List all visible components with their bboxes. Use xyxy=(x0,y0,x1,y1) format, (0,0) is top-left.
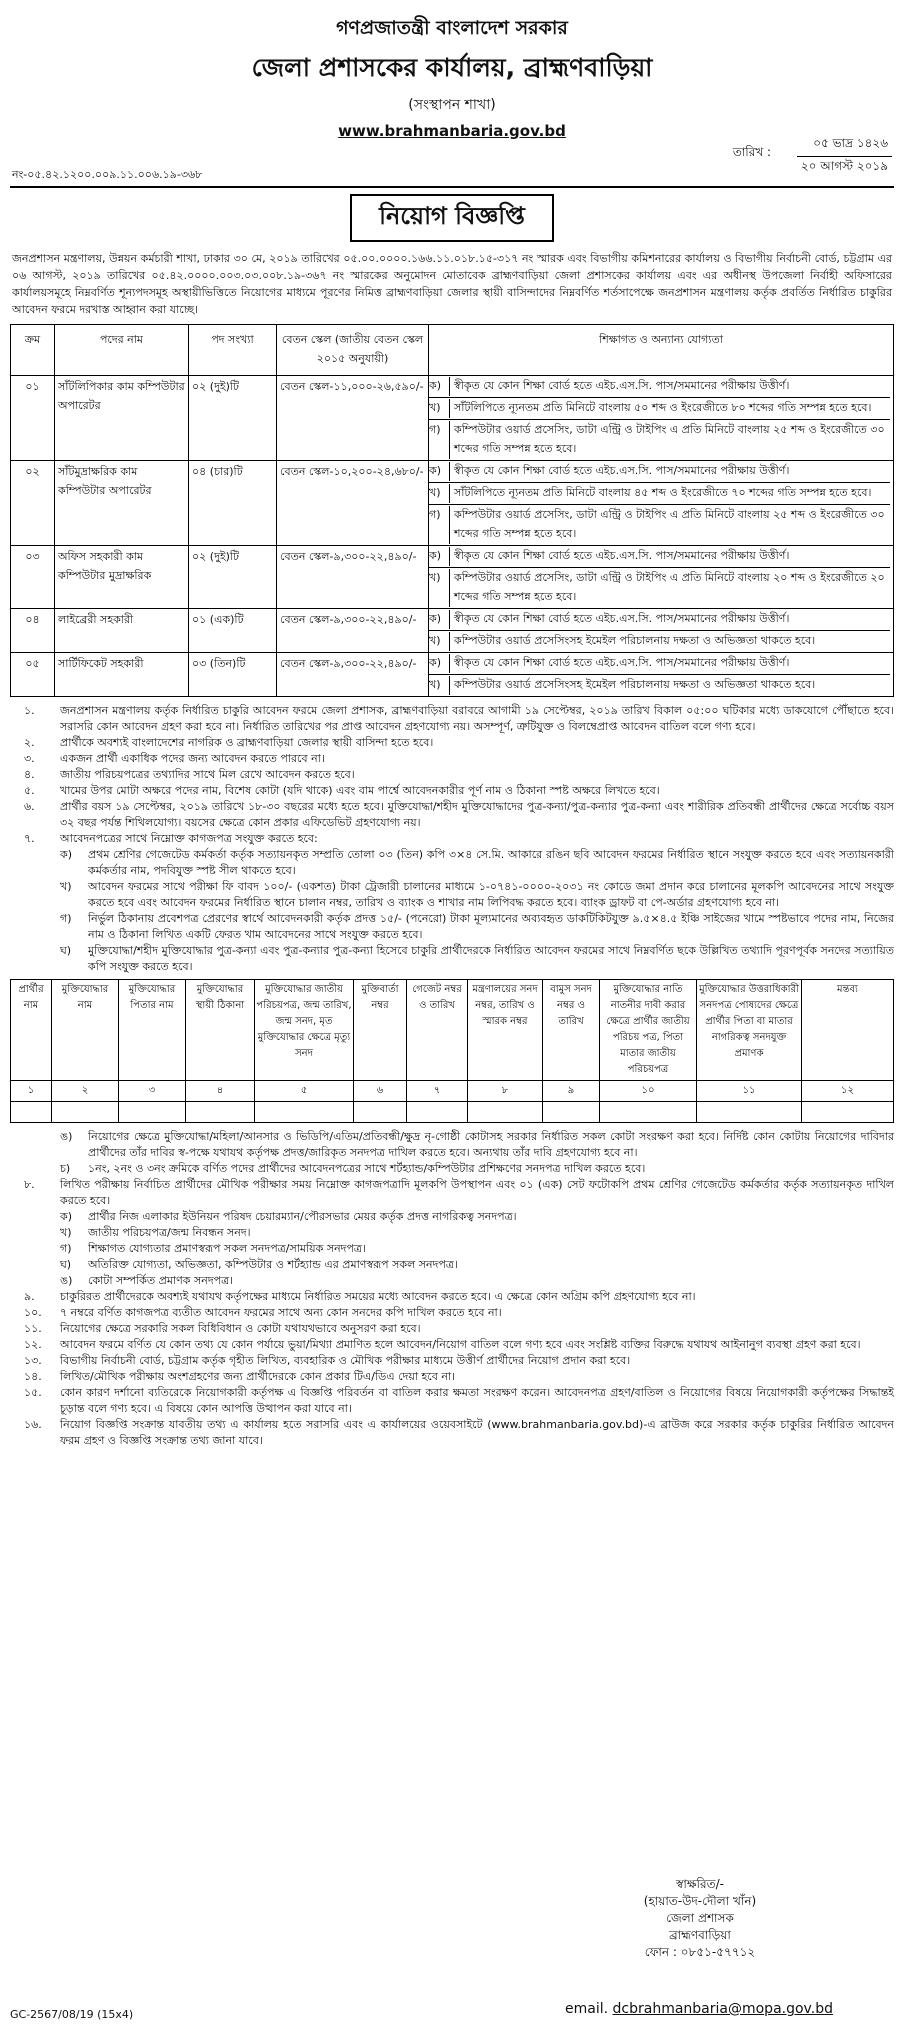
qualification-item xyxy=(429,568,890,608)
condition-text: প্রার্থীকে অবশ্যই বাংলাদেশের নাগরিক ও ব্রাহ্মণবাড়িয়া জেলার স্থায়ী বাসিন্দা হতে হবে। xyxy=(60,736,434,749)
post-count: ০১ (এক)টি xyxy=(189,609,277,653)
condition-item xyxy=(10,751,894,767)
ff-blank-cell xyxy=(407,1102,468,1123)
ff-col-number: ৩ xyxy=(119,1081,186,1102)
col-qualification: শিক্ষাগত ও অন্যান্য যোগ্যতা xyxy=(429,325,894,376)
condition-item xyxy=(10,1177,894,1209)
condition-item xyxy=(10,703,894,735)
ff-blank-cell xyxy=(697,1102,802,1123)
condition-text: একজন প্রার্থী একাধিক পদের জন্য আবেদন করতে পারবে না। xyxy=(60,752,325,765)
condition-item xyxy=(10,1337,894,1353)
ff-col-header: মুক্তিযোদ্ধার স্থায়ী ঠিকানা xyxy=(186,980,255,1081)
ff-col-header: মন্তব্য xyxy=(802,980,894,1081)
condition-number: ১০. xyxy=(24,1306,42,1319)
signatory-district: ব্রাহ্মণবাড়িয়া xyxy=(669,1928,731,1942)
sub-condition-text: শিক্ষাগত যোগ্যতার প্রমাণস্বরূপ সকল সনদপত্র/সাময়িক সনদপত্র। xyxy=(88,1242,366,1255)
ff-blank-cell xyxy=(186,1102,255,1123)
qualification-label: ক) xyxy=(429,547,450,566)
sub-condition-item xyxy=(60,1273,894,1289)
condition-number: ১৬. xyxy=(24,1418,42,1431)
ff-col-header: গেজেট নম্বর ও তারিখ xyxy=(407,980,468,1081)
qualification-text: স্বীকৃত যে কোন শিক্ষা বোর্ড হতে এইচ.এস.সি. পাস/সমমানের পরীক্ষায় উত্তীর্ণ। xyxy=(454,612,790,625)
post-count: ০২ (দুই)টি xyxy=(189,376,277,461)
condition-item xyxy=(10,1321,894,1337)
condition-number: ৮. xyxy=(24,1178,35,1191)
condition-text: নিয়োগের ক্ষেত্রে সরকারি সকল বিধিবিধান ও কোটা যথাযথভাবে অনুসরণ করা হবে। xyxy=(60,1322,421,1335)
condition-text: নিয়োগ বিজ্ঞপ্তি সংক্রান্ত যাবতীয় তথ্য এ কার্যালয় হতে সরাসরি এবং এ কার্যালয়ের ওয়েবসাইটে (www.brahmanbaria.gov.bd)-এ ব্রাউজ করে সরকার কর্তৃক চাকুরির নির্ধারিত আবেদন ফরম গ্রহণ ও বিজ্ঞপ্তি সংক্রান্ত তথ্য জানা যাবে। xyxy=(60,1418,894,1447)
qualification-text: কম্পিউটার ওয়ার্ড প্রসেসিং, ডাটা এন্ট্রি ও টাইপিং এ প্রতি মিনিটে বাংলায় ২৫ শব্দ ও ইংরেজীতে ৩০ শব্দের গতি সম্পন্ন হতে হবে। xyxy=(454,508,885,540)
sub-condition-item xyxy=(60,1225,894,1241)
date-label: তারিখ : xyxy=(732,145,772,159)
qualification-label: খ) xyxy=(429,569,450,607)
condition-item xyxy=(10,831,894,847)
sub-condition-text: অতিরিক্ত যোগ্যতা, অভিজ্ঞতা, কম্পিউটার ও শর্টহ্যান্ড এর প্রমাণস্বরূপ সকল সনদপত্র। xyxy=(88,1258,458,1271)
condition-item xyxy=(10,1289,894,1305)
branch-name: (সংস্থাপন শাখা) xyxy=(408,97,496,113)
sub-condition-item xyxy=(60,879,894,911)
ff-col-number: ১১ xyxy=(697,1081,802,1102)
condition-item xyxy=(10,1417,894,1449)
condition-text: খামের উপর মোটা অক্ষরে পদের নাম, বিশেষ কোটা (যদি থাকে) এবং বাম পার্শ্বে আবেদনকারীর পূর্ণ নাম ও ঠিকানা স্পষ্ট অক্ষরে লিখতে হবে। xyxy=(60,784,660,797)
post-pay-scale: বেতন স্কেল-৯,৩০০-২২,৪৯০/- xyxy=(277,653,429,697)
conditions-list xyxy=(10,703,894,1449)
qualification-label: ক) xyxy=(429,462,450,481)
ff-blank-cell xyxy=(468,1102,543,1123)
condition-number: ১৩. xyxy=(24,1354,42,1367)
sub-condition-label: ক) xyxy=(60,1210,72,1223)
ff-col-number: ১২ xyxy=(802,1081,894,1102)
ff-col-number: ৬ xyxy=(354,1081,407,1102)
sub-condition-item xyxy=(60,911,894,943)
post-pay-scale: বেতন স্কেল-১১,০০০-২৬,৫৯০/- xyxy=(277,376,429,461)
condition-item xyxy=(10,735,894,751)
col-post-count: পদ সংখ্যা xyxy=(189,325,277,376)
sub-condition-label: খ) xyxy=(60,1226,72,1239)
sub-condition-label: ঘ) xyxy=(60,1258,72,1271)
condition-text: আবেদনপত্রের সাথে নিম্নোক্ত কাগজপত্র সংযুক্ত করতে হবে: xyxy=(60,832,318,845)
ff-blank-cell xyxy=(802,1102,894,1123)
condition-text: বিভাগীয় নির্বাচনী বোর্ড, চট্টগ্রাম কর্তৃক গৃহীত লিখিত, ব্যবহারিক ও মৌখিক পরীক্ষার মাধ্যমে উত্তীর্ণ প্রার্থীদের নিয়োগ প্রদান করা হবে। xyxy=(60,1354,631,1367)
post-row xyxy=(11,546,894,609)
signed-mark: স্বাক্ষরিত/- xyxy=(676,1877,724,1891)
qualification-text: স্বীকৃত যে কোন শিক্ষা বোর্ড হতে এইচ.এস.সি. পাস/সমমানের পরীক্ষায় উত্তীর্ণ। xyxy=(454,379,790,392)
sub-condition-label: ক) xyxy=(60,848,72,861)
signatory-designation: জেলা প্রশাসক xyxy=(666,1911,734,1925)
condition-text: প্রার্থীর বয়স ১৯ সেপ্টেম্বর, ২০১৯ তারিখে ১৮-৩০ বছরের মধ্যে হতে হবে। মুক্তিযোদ্ধা/শহীদ মুক্তিযোদ্ধাদের পুত্র-কন্যা/পুত্র-কন্যার পুত্র-কন্যা এবং শারীরিক প্রতিবন্ধী প্রার্থীদের ক্ষেত্রে সর্বোচ্চ বয়স ৩২ বছর পর্যন্ত শিথিলযোগ্য। বয়সের ক্ষেত্রে কোন প্রকার এফিডেভিট গ্রহণযোগ্য নয়। xyxy=(60,800,894,829)
sub-condition-text: প্রথম শ্রেণির গেজেটেড কর্মকর্তা কর্তৃক সত্যায়নকৃত সম্প্রতি তোলা ০৩ (তিন) কপি ৩×৪ সে.মি. আকারে রঙিন ছবি আবেদন ফরমের নির্ধারিত স্থানে সংযুক্ত করতে হবে এবং সত্যায়নকারী কর্মকর্তার নাম, পদবিযুক্ত স্পষ্ট সীল থাকতে হবে। xyxy=(88,848,894,877)
sub-condition-text: নির্ভুল ঠিকানায় প্রবেশপত্র প্রেরণের স্বার্থে আবেদনকারী কর্তৃক প্রদত্ত ১৫/- (পনেরো) টাকা মূল্যমানের অব্যবহৃত ডাকটিকিটযুক্ত ৯.৫×৪.৫ ইঞ্চি সাইজের খামে স্পষ্টভাবে পদের নাম, নিজের নাম ও ঠিকানা লিখিত একটি ফেরত খাম আবেদনের সাথে সংযুক্ত করতে হবে। xyxy=(88,912,894,941)
post-row xyxy=(11,461,894,546)
ff-blank-cell xyxy=(354,1102,407,1123)
sub-condition-label: গ) xyxy=(60,912,72,925)
condition-number: ৫. xyxy=(24,784,35,797)
email-label: email. xyxy=(565,2001,609,2017)
qualification-text: কম্পিউটার ওয়ার্ড প্রসেসিং, ডাটা এন্ট্রি ও টাইপিং এ প্রতি মিনিটে বাংলায় ২০ শব্দ ও ইংরেজীতে ২০ শব্দের গতি সম্পন্ন হতে হবে। xyxy=(454,571,885,603)
condition-item xyxy=(10,783,894,799)
letterhead xyxy=(10,14,894,140)
qualification-item xyxy=(429,653,890,675)
post-name: সাঁটমুদ্রাক্ষরিক কাম কম্পিউটার অপারেটর xyxy=(55,461,189,546)
condition-text: জাতীয় পরিচয়পত্রের তথ্যাদির সাথে মিল রেখে আবেদন করতে হবে। xyxy=(60,768,355,781)
post-qualifications xyxy=(429,546,894,609)
qualification-label: ক) xyxy=(429,654,450,673)
post-qualifications xyxy=(429,609,894,653)
date-english: ২০ আগস্ট ২০১৯ xyxy=(797,156,892,179)
ff-col-header: মুক্তিযোদ্ধার পিতার নাম xyxy=(119,980,186,1081)
condition-item xyxy=(10,1369,894,1385)
footer-code: GC-2567/08/19 (15x4) xyxy=(10,2008,134,2021)
notice-title: নিয়োগ বিজ্ঞপ্তি xyxy=(350,194,554,242)
condition-item xyxy=(10,799,894,831)
ff-blank-cell xyxy=(600,1102,697,1123)
sub-condition-label: ঙ) xyxy=(60,1130,73,1143)
qualification-label: ক) xyxy=(429,610,450,629)
freedom-fighter-table xyxy=(10,979,894,1123)
post-qualifications xyxy=(429,461,894,546)
signatory-phone: ফোন : ০৮৫১-৫৭৭১২ xyxy=(644,1945,756,1959)
condition-text: লিখিত পরীক্ষায় নির্বাচিত প্রার্থীদের মৌখিক পরীক্ষার সময় নিম্নোক্ত কাগজপত্রাদি মূলকপি উপস্থাপন এবং ০১ (এক) সেট ফটোকপি প্রথম শ্রেণির গেজেটেড কর্মকর্তার কর্তৃক সত্যায়নকৃত দাখিল করতে হবে। xyxy=(60,1178,894,1207)
qualification-text: কম্পিউটার ওয়ার্ড প্রসেসিংসহ ইমেইল পরিচালনায় দক্ষতা ও অভিজ্ঞতা থাকতে হবে। xyxy=(454,678,816,691)
sub-condition-label: খ) xyxy=(60,880,72,893)
qualification-item xyxy=(429,631,890,652)
post-name: সাঁটলিপিকার কাম কম্পিউটার অপারেটর xyxy=(55,376,189,461)
sub-condition-text: জাতীয় পরিচয়পত্র/জন্ম নিবন্ধন সনদ। xyxy=(88,1226,251,1239)
sub-condition-text: ১নং, ২নং ও ৩নং ক্রমিকে বর্ণিত পদের প্রার্থীদের আবেদনপত্রের সাথে শর্টহ্যান্ড/কম্পিউটার প্রশিক্ষণের সনদপত্র দাখিল করতে হবে। xyxy=(88,1162,646,1175)
ff-blank-cell xyxy=(11,1102,52,1123)
post-name: অফিস সহকারী কাম কম্পিউটার মুদ্রাক্ষরিক xyxy=(55,546,189,609)
condition-text: লিখিত/মৌখিক পরীক্ষায় অংশগ্রহণের জন্য প্রার্থীদেরকে কোন প্রকার টিএ/ডিএ দেয়া হবে না। xyxy=(60,1370,456,1383)
ff-col-header: মুক্তিযোদ্ধার উত্তরাধিকারী সনদপত্র পোষ্যদের ক্ষেত্রে প্রার্থীর পিতা বা মাতার নাগরিকত্ব সনদযুক্ত প্রমাণক xyxy=(697,980,802,1081)
ff-blank-cell xyxy=(255,1102,354,1123)
condition-text: চাকুরিরত প্রার্থীদেরকে অবশ্যই যথাযথ কর্তৃপক্ষের মাধ্যমে নির্ধারিত সময়ের মধ্যে আবেদন করতে হবে। এ ক্ষেত্রে কোন অগ্রিম কপি গ্রহণযোগ্য হবে না। xyxy=(60,1290,696,1303)
post-row xyxy=(11,609,894,653)
qualification-label: ক) xyxy=(429,377,450,396)
qualification-item xyxy=(429,376,890,398)
post-row xyxy=(11,376,894,461)
post-name: সার্টিফিকেট সহকারী xyxy=(55,653,189,697)
ff-blank-cell xyxy=(119,1102,186,1123)
qualification-item xyxy=(429,546,890,568)
posts-table-header xyxy=(11,325,894,376)
intro-paragraph: জনপ্রশাসন মন্ত্রণালয়, উন্নয়ন কর্মচারী শাখা, ঢাকার ৩০ মে, ২০১৯ তারিখের ০৫.০০.০০০০.১৬৬.১১.০১৮.১৫-৩১৭ নং স্মারক এবং বিভাগীয় কমিশনারের কার্যালয় ও বিভাগীয় নির্বাচনী বোর্ড, চট্টগ্রাম এর ০৬ আগস্ট, ২০১৯ তারিখের ০৫.৪২.০০০০.০০৩.০৩.০০৮.১৯-৩৬৭ নং স্মারকের অনুমোদন মোতাবেক ব্রাহ্মণবাড়িয়া জেলা প্রশাসকের কার্যালয় এবং এর অধীনস্থ উপজেলা নির্বাহী অফিসারের কার্যালয়সমূহে নিম্নবর্ণিত শূন্যপদসমূহ অস্থায়ীভিত্তিতে নিয়োগের মাধ্যমে পূরণের নিমিত্ত ব্রাহ্মণবাড়িয়া জেলার স্থায়ী বাসিন্দাদের নিম্নবর্ণিত শর্তসাপেক্ষে জনপ্রশাসন মন্ত্রণালয় কর্তৃক প্রবর্তিত নির্ধারিত চাকুরির আবেদন ফরমে দরখাস্ত আহ্বান করা যাচ্ছে। xyxy=(12,252,892,316)
ff-col-header: মন্ত্রণালয়ের সনদ নম্বর, তারিখ ও স্মারক নম্বর xyxy=(468,980,543,1081)
memo-number: নং-০৫.৪২.১২০০.০০৯.১১.০০৬.১৯-৩৬৮ xyxy=(12,168,203,181)
condition-number: ৭. xyxy=(24,832,35,845)
condition-text: ৭ নম্বরে বর্ণিত কাগজপত্র ব্যতীত আবেদন ফরমের সাথে অন্য কোন সনদের কপি দাখিল করতে হবে না। xyxy=(60,1306,502,1319)
sub-condition-label: চ) xyxy=(60,1162,71,1175)
post-serial: ০১ xyxy=(11,376,55,461)
ff-col-number: ৭ xyxy=(407,1081,468,1102)
date-box xyxy=(732,134,892,179)
ff-col-number: ১০ xyxy=(600,1081,697,1102)
condition-number: ৬. xyxy=(24,800,35,813)
condition-text: জনপ্রশাসন মন্ত্রণালয় কর্তৃক নির্ধারিত চাকুরি আবেদন ফরমে জেলা প্রশাসক, ব্রাহ্মণবাড়িয়া বরাবরে আগামী ১৯ সেপ্টেম্বর, ২০১৯ তারিখ বিকাল ০৫:০০ ঘটিকার মধ্যে ডাকযোগে পৌঁছাতে হবে। সরাসরি কোন আবেদন গ্রহণ করা হবে না। নির্ধারিত তারিখের পর প্রাপ্ত আবেদন গ্রহণযোগ্য নয়। অসম্পূর্ণ, ত্রুটিযুক্ত ও বিলম্বেপ্রাপ্ত আবেদন বাতিল বলে গণ্য হবে। xyxy=(60,704,894,733)
condition-number: ৩. xyxy=(24,752,35,765)
qualification-label: খ) xyxy=(429,399,450,418)
sub-condition-item xyxy=(60,1241,894,1257)
ff-col-header: মুক্তিযোদ্ধার জাতীয় পরিচয়পত্র, জন্ম তারিখ, জন্ম সনদ, মৃত মুক্তিযোদ্ধার ক্ষেত্রে মৃত্যু সনদ xyxy=(255,980,354,1081)
qualification-text: স্বীকৃত যে কোন শিক্ষা বোর্ড হতে এইচ.এস.সি. পাস/সমমানের পরীক্ষায় উত্তীর্ণ। xyxy=(454,656,790,669)
sub-condition-text: মুক্তিযোদ্ধা/শহীদ মুক্তিযোদ্ধার পুত্র-কন্যা এবং পুত্র-কন্যার পুত্র-কন্যা হিসেবে চাকুরি প্রার্থীদেরকে নির্ধারিত আবেদন ফরমের সাথে নিম্নবর্ণিত ছকে উল্লিখিত তথ্যাদি পূরণপূর্বক সনদের সত্যায়িত কপি সংযুক্ত করতে হবে। xyxy=(88,944,894,973)
sub-condition-item xyxy=(60,847,894,879)
ff-col-number: ৮ xyxy=(468,1081,543,1102)
post-qualifications xyxy=(429,376,894,461)
post-pay-scale: বেতন স্কেল-১০,২০০-২৪,৬৮০/- xyxy=(277,461,429,546)
date-bangla: ০৫ ভাদ্র ১৪২৬ xyxy=(813,136,888,150)
signatory-name: (হায়াত-উদ-দৌলা খাঁন) xyxy=(643,1894,757,1908)
qualification-text: কম্পিউটার ওয়ার্ড প্রসেসিংসহ ইমেইল পরিচালনায় দক্ষতা ও অভিজ্ঞতা থাকতে হবে। xyxy=(454,634,816,647)
post-serial: ০২ xyxy=(11,461,55,546)
post-count: ০৪ (চার)টি xyxy=(189,461,277,546)
condition-item xyxy=(10,1353,894,1369)
website-link[interactable]: www.brahmanbaria.gov.bd xyxy=(338,122,566,140)
qualification-text: সাঁটলিপিতে ন্যূনতম প্রতি মিনিটে বাংলায় ৫০ শব্দ ও ইংরেজীতে ৮০ শব্দের গতি সম্পন্ন হতে হবে। xyxy=(454,401,872,414)
sub-condition-label: গ) xyxy=(60,1242,72,1255)
sub-condition-text: আবেদন ফরমের সাথে পরীক্ষা ফি বাবদ ১০০/- (একশত) টাকা ট্রেজারী চালানের মাধ্যমে ১-০৭৪১-০০০০-২০৩১ নং কোডে জমা প্রদান করে চালানের মূলকপি আবেদনের সাথে সংযুক্ত করতে হবে এবং আবেদন ফরমের নির্ধারিত স্থানে চালান নম্বর, তারিখ ও ব্যাংক ও শাখার নাম লিপিবদ্ধ করতে হবে। ব্যাংক ড্রাফট বা পে-অর্ডার গ্রহণযোগ্য হবে না। xyxy=(88,880,894,909)
condition-text: কোন কারণ দর্শানো ব্যতিরেকে নিয়োগকারী কর্তৃপক্ষ এ বিজ্ঞপ্তি পরিবর্তন বা বাতিল করার ক্ষমতা সংরক্ষণ করেন। আবেদনপত্র গ্রহণ/বাতিল ও নিয়োগের বিষয়ে নিয়োগকারী কর্তৃপক্ষের সিদ্ধান্তই চূড়ান্ত বলে গণ্য হবে। এ বিষয়ে কোন আপত্তি উত্থাপন করা যাবে না। xyxy=(60,1386,894,1415)
condition-number: ২. xyxy=(24,736,35,749)
email-line xyxy=(565,2001,833,2017)
col-pay-scale: বেতন স্কেল (জাতীয় বেতন স্কেল ২০১৫ অনুযায়ী) xyxy=(277,325,429,376)
qualification-item xyxy=(429,461,890,483)
post-row xyxy=(11,653,894,697)
sub-condition-label: ঙ) xyxy=(60,1274,73,1287)
condition-number: ১৪. xyxy=(24,1370,42,1383)
post-count: ০২ (দুই)টি xyxy=(189,546,277,609)
condition-number: ৪. xyxy=(24,768,35,781)
ff-blank-cell xyxy=(543,1102,600,1123)
sub-condition-item xyxy=(60,1209,894,1225)
sub-condition-item xyxy=(60,1161,894,1177)
ff-col-number: ১ xyxy=(11,1081,52,1102)
ff-col-header: প্রার্থীর নাম xyxy=(11,980,52,1081)
ff-col-number: ২ xyxy=(52,1081,119,1102)
qualification-label: খ) xyxy=(429,632,450,651)
sub-condition-item xyxy=(60,1129,894,1161)
qualification-label: গ) xyxy=(429,506,450,544)
condition-number: ১১. xyxy=(24,1322,42,1335)
ff-col-header: মুক্তিযোদ্ধার নাতি নাতনীর দাবী করার ক্ষেত্রে প্রার্থীর জাতীয় পরিচয় পত্র, পিতা মাতার জাতীয় পরিচয়পত্র xyxy=(600,980,697,1081)
sub-condition-item xyxy=(60,1257,894,1273)
ff-col-number: ৪ xyxy=(186,1081,255,1102)
qualification-text: কম্পিউটার ওয়ার্ড প্রসেসিং, ডাটা এন্ট্রি ও টাইপিং এ প্রতি মিনিটে বাংলায় ২৫ শব্দ ও ইংরেজীতে ৩০ শব্দের গতি সম্পন্ন হতে হবে। xyxy=(454,423,885,455)
condition-item xyxy=(10,1305,894,1321)
condition-number: ৯. xyxy=(24,1290,35,1303)
post-name: লাইব্রেরী সহকারী xyxy=(55,609,189,653)
qualification-item xyxy=(429,483,890,505)
qualification-item xyxy=(429,420,890,460)
qualification-item xyxy=(429,675,890,696)
condition-text: আবেদন ফরমে বর্ণিত যে কোন তথ্য যে কোন পর্যায়ে ভুয়া/মিথ্যা প্রমাণিত হলে আবেদন/নিয়োগ বাতিল বলে গণ্য হবে এবং সংশ্লিষ্ট ব্যক্তির বিরুদ্ধে যথাযথ আইনানুগ ব্যবস্থা গ্রহণ করা হবে। xyxy=(60,1338,861,1351)
qualification-text: স্বীকৃত যে কোন শিক্ষা বোর্ড হতে এইচ.এস.সি. পাস/সমমানের পরীক্ষায় উত্তীর্ণ। xyxy=(454,549,790,562)
qualification-label: খ) xyxy=(429,676,450,695)
post-qualifications xyxy=(429,653,894,697)
post-serial: ০৪ xyxy=(11,609,55,653)
reference-row xyxy=(10,136,894,186)
ff-col-header: বামুস সনদ নম্বর ও তারিখ xyxy=(543,980,600,1081)
post-pay-scale: বেতন স্কেল-৯,৩০০-২২,৪৯০/- xyxy=(277,546,429,609)
col-post-name: পদের নাম xyxy=(55,325,189,376)
qualification-item xyxy=(429,398,890,420)
qualification-item xyxy=(429,505,890,545)
ff-col-number: ৫ xyxy=(255,1081,354,1102)
post-serial: ০৫ xyxy=(11,653,55,697)
sub-condition-item xyxy=(60,943,894,975)
ff-col-number: ৯ xyxy=(543,1081,600,1102)
qualification-text: সাঁটলিপিতে ন্যূনতম প্রতি মিনিটে বাংলায় ৪৫ শব্দ ও ইংরেজীতে ৭০ শব্দের গতি সম্পন্ন হতে হবে। xyxy=(454,486,872,499)
qualification-item xyxy=(429,609,890,631)
email-link[interactable]: dcbrahmanbaria@mopa.gov.bd xyxy=(612,2001,833,2017)
condition-number: ১. xyxy=(24,704,35,717)
sub-condition-text: নিয়োগের ক্ষেত্রে মুক্তিযোদ্ধা/মহিলা/আনসার ও ভিডিপি/এতিম/প্রতিবন্ধী/ক্ষুদ্র নৃ-গোষ্ঠী কোটাসহ সরকার নির্ধারিত সকল কোটা সংরক্ষণ করা হবে। নির্দিষ্ট কোন কোটায় নিয়োগের দাবিদার প্রার্থীদের তাঁর দাবির স্ব-পক্ষে যথাযথ কর্তৃপক্ষ প্রদত্ত/জারিকৃত সনদপত্র দাখিল করতে হবে। অন্যথায় তাঁর দাবি গ্রহণযোগ্য হবে না। xyxy=(88,1130,894,1159)
condition-number: ১২. xyxy=(24,1338,42,1351)
header-divider xyxy=(10,186,894,188)
posts-table xyxy=(10,324,894,697)
sub-condition-text: প্রার্থীর নিজ এলাকার ইউনিয়ন পরিষদ চেয়ারম্যান/পৌরসভার মেয়র কর্তৃক প্রদত্ত নাগরিকত্ব সনদপত্র। xyxy=(88,1210,517,1223)
condition-number: ১৫. xyxy=(24,1386,42,1399)
sub-condition-label: ঘ) xyxy=(60,944,72,957)
qualification-label: খ) xyxy=(429,484,450,503)
post-pay-scale: বেতন স্কেল-৯,৩০০-২২,৪৯০/- xyxy=(277,609,429,653)
condition-item xyxy=(10,1385,894,1417)
ff-blank-cell xyxy=(52,1102,119,1123)
signature-block xyxy=(590,1876,810,1961)
post-serial: ০৩ xyxy=(11,546,55,609)
sub-condition-text: কোটা সম্পর্কিত প্রমাণক সনদপত্র। xyxy=(88,1274,234,1287)
col-serial: ক্রম xyxy=(11,325,55,376)
post-count: ০৩ (তিন)টি xyxy=(189,653,277,697)
office-name: জেলা প্রশাসকের কার্যালয়, ব্রাহ্মণবাড়িয়া xyxy=(251,53,653,82)
government-name: গণপ্রজাতন্ত্রী বাংলাদেশ সরকার xyxy=(336,17,568,39)
condition-item xyxy=(10,767,894,783)
qualification-label: গ) xyxy=(429,421,450,459)
ff-col-header: মুক্তিবার্তা নম্বর xyxy=(354,980,407,1081)
ff-col-header: মুক্তিযোদ্ধার নাম xyxy=(52,980,119,1081)
qualification-text: স্বীকৃত যে কোন শিক্ষা বোর্ড হতে এইচ.এস.সি. পাস/সমমানের পরীক্ষায় উত্তীর্ণ। xyxy=(454,464,790,477)
